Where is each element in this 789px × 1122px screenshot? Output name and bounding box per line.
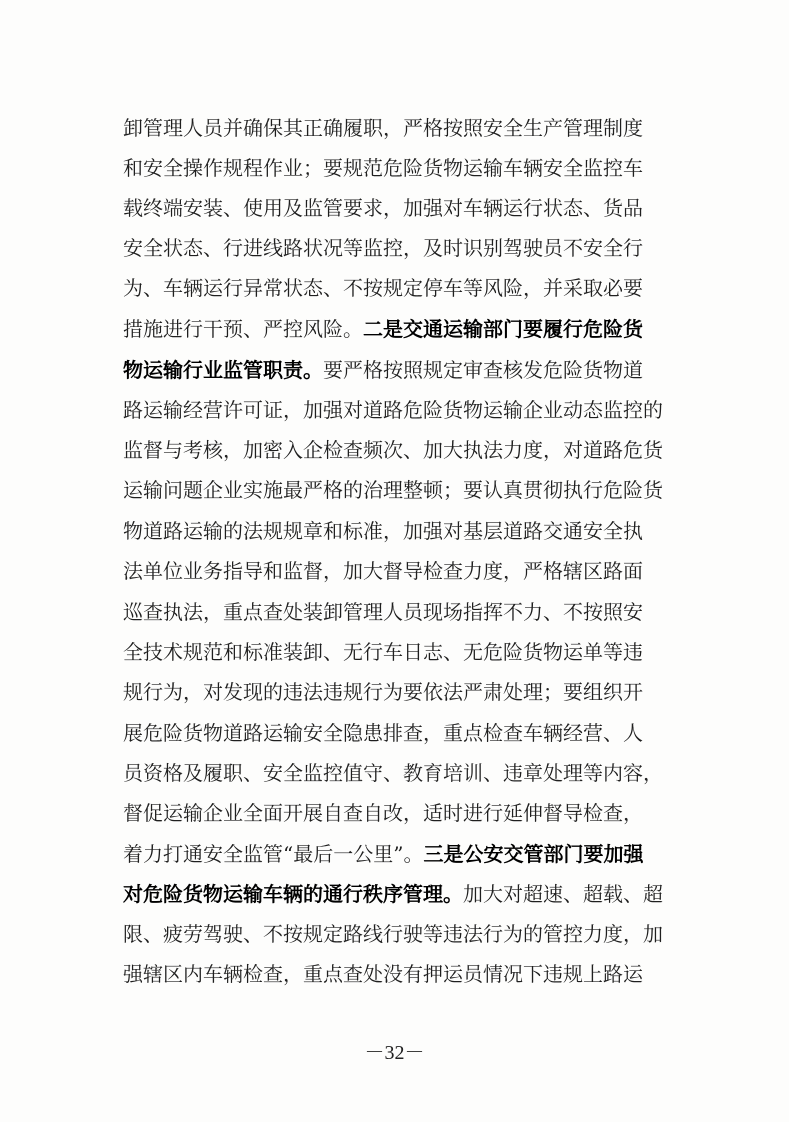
emphasis-text: 对危险货物运输车辆的通行秩序管理。: [123, 882, 463, 906]
body-line-16: 展危险货物道路运输安全隐患排查，重点检查车辆经营、人: [123, 721, 643, 745]
page-number: －32－: [364, 1042, 425, 1064]
body-line-9: 监督与考核，加密入企检查频次、加大执法力度，对道路危货: [123, 438, 663, 462]
body-line-5: 为、车辆运行异常状态、不按规定停车等风险，并采取必要: [123, 276, 643, 300]
body-line-2: 和安全操作规程作业；要规范危险货物运输车辆安全监控车: [123, 156, 643, 180]
body-line-13: 巡查执法，重点查处装卸管理人员现场指挥不力、不按照安: [123, 600, 643, 624]
emphasis-text: 物运输行业监管职责。: [123, 358, 323, 382]
emphasis-text: 三是公安交管部门要加强: [423, 842, 644, 866]
body-line-4: 安全状态、行进线路状况等监控，及时识别驾驶员不安全行: [123, 236, 643, 260]
body-line-14: 全技术规范和标准装卸、无行车日志、无危险货物运单等违: [123, 640, 643, 664]
body-line-10: 运输问题企业实施最严格的治理整顿；要认真贯彻执行危险货: [123, 478, 663, 502]
body-line-12: 法单位业务指导和监督，加大督导检查力度，严格辖区路面: [123, 559, 643, 583]
body-line-6: 措施进行干预、严控风险。二是交通运输部门要履行危险货: [123, 317, 643, 341]
body-line-15: 规行为，对发现的违法违规行为要依法严肃处理；要组织开: [123, 680, 643, 704]
body-line-3: 载终端安装、使用及监管要求，加强对车辆运行状态、货品: [123, 196, 643, 220]
body-line-19: 着力打通安全监管“最后一公里”。三是公安交管部门要加强: [123, 842, 644, 866]
body-line-22: 强辖区内车辆检查，重点查处没有押运员情况下违规上路运: [123, 962, 643, 986]
body-line-1: 卸管理人员并确保其正确履职，严格按照安全生产管理制度: [123, 116, 643, 140]
body-line-17: 员资格及履职、安全监控值守、教育培训、违章处理等内容，: [123, 761, 663, 785]
body-line-18: 督促运输企业全面开展自查自改，适时进行延伸督导检查，: [123, 801, 643, 825]
body-line-21: 限、疲劳驾驶、不按规定路线行驶等违法行为的管控力度，加: [123, 922, 663, 946]
body-line-8: 路运输经营许可证，加强对道路危险货物运输企业动态监控的: [123, 398, 663, 422]
body-line-20: 对危险货物运输车辆的通行秩序管理。加大对超速、超载、超: [123, 882, 663, 906]
body-line-11: 物道路运输的法规规章和标准，加强对基层道路交通安全执: [123, 519, 643, 543]
body-line-7: 物运输行业监管职责。要严格按照规定审查核发危险货物道: [123, 358, 643, 382]
emphasis-text: 二是交通运输部门要履行危险货: [363, 317, 643, 341]
